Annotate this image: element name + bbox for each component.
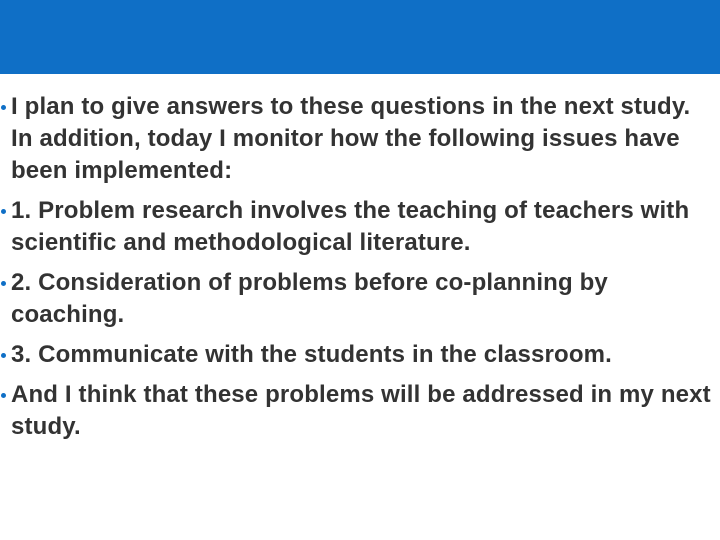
- bullet-text: 2. Consideration of problems before co-planning by coaching.: [11, 269, 608, 328]
- bullet-text: 1. Problem research involves the teaching of teachers with scientific and methodological literature.: [11, 197, 690, 256]
- bullet-list: [0, 91, 716, 451]
- bullet-text: I plan to give answers to these questions in the next study. In addition, today I monitor how the following issues have been implemented:: [11, 93, 691, 184]
- bullet-text: And I think that these problems will be addressed in my next study.: [11, 381, 711, 440]
- bullet-item: [0, 379, 716, 443]
- bullet-item: [0, 195, 716, 259]
- bullet-item: [0, 267, 716, 331]
- bullet-dot-icon: [1, 209, 6, 214]
- bullet-dot-icon: [1, 281, 6, 286]
- bullet-text: 3. Communicate with the students in the classroom.: [11, 341, 612, 368]
- slide-header-band: [0, 0, 720, 74]
- bullet-item: [0, 91, 716, 187]
- bullet-item: [0, 339, 716, 371]
- bullet-dot-icon: [1, 393, 6, 398]
- bullet-dot-icon: [1, 105, 6, 110]
- bullet-dot-icon: [1, 353, 6, 358]
